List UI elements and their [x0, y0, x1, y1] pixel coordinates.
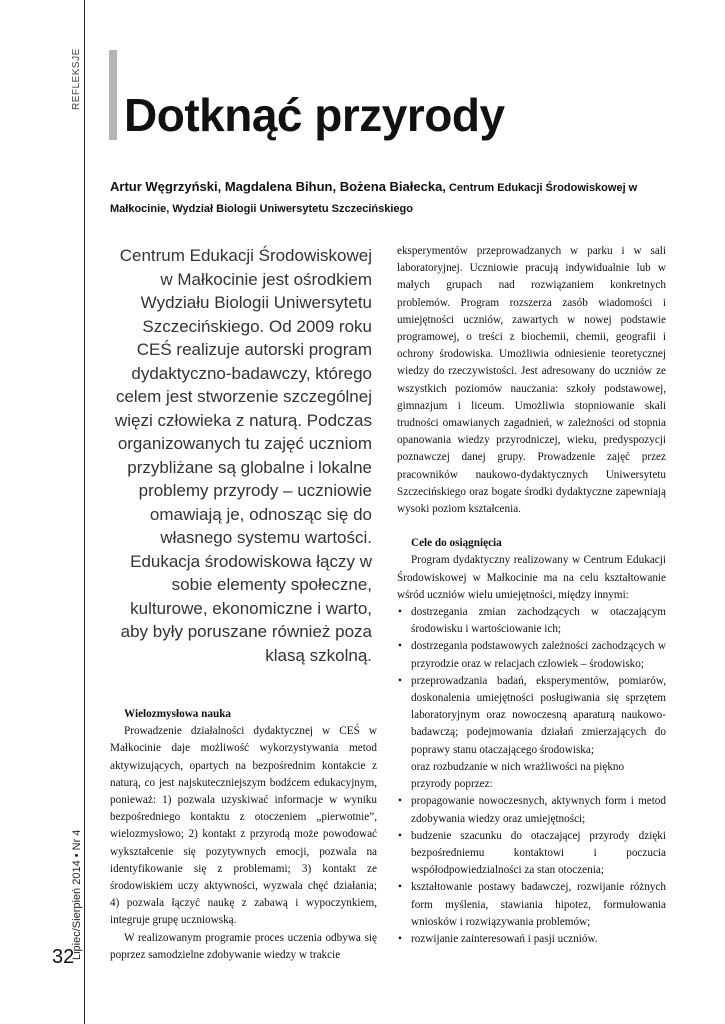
body-paragraph: Program dydaktyczny realizowany w Centrum Edukacji Środowiskowej w Małkocinie ma na celu kształtowanie wśród uczniów wielu umiejętności, między innymi:	[397, 554, 666, 601]
lead-paragraph: Centrum Edukacji Środowiskowej w Małkocinie jest ośrodkiem Wydziału Biologii Uniwersytetu Szczecińskiego. Od 2009 roku CEŚ realizuje autorski program dydaktyczno-badawczy, którego celem jest stworzenie szczególnej więzi człowieka z naturą. Podczas organizowanych tu zajęć uczniom przybliżane są globalne i lokalne problemy przyrody – uczniowie omawiają je, odnosząc się do własnego systemu wartości. Edukacja środowiskowa łączy w sobie elementy społeczne, kulturowe, ekonomiczne i warto, aby były poruszane również poza klasą szkolną.	[114, 246, 372, 665]
list-item: • kształtowanie postawy badawczej, rozwijanie różnych form myślenia, stawiania hipotez, formułowania wniosków i rozwiązywania problemów;	[397, 879, 666, 931]
list-item: • rozwijanie zainteresowań i pasji uczniów.	[397, 931, 666, 948]
goals-list	[397, 604, 666, 759]
section-heading-wielozmyslowa: Wielozmysłowa nauka	[124, 708, 232, 720]
page-number: 32	[52, 946, 75, 968]
list-item: • propagowanie nowoczesnych, aktywnych form i metod zdobywania wiedzy oraz umiejętności;	[397, 793, 666, 827]
body-paragraph: Prowadzenie działalności dydaktycznej w CEŚ w Małkocinie daje możliwość wykorzystywania metod aktywizujących, opartych na bezpośrednim kontakcie z naturą, co jest najskuteczniejszym bodźcem edukacyjnym, ponieważ: 1) pozwala uzyskiwać informacje w wyniku bezpośredniego kontaktu z otoczeniem „pierwotnie”, wielozmysłowo; 2) kontakt z przyrodą może powodować wykształcenie się pozytywnych emocji, pozwala na identyfikowanie się z problemami; 3) kontakt ze środowiskiem uczy aktywności, wyzwala chęć działania; 4) pozwala łączyć naukę z zabawą i wypoczynkiem, integruje grupę uczniowską.	[110, 725, 377, 927]
body-paragraph: oraz rozbudzanie w nich wrażliwości na piękno przyrody poprzez:	[411, 760, 625, 791]
author-affiliation: Centrum Edukacji Środowiskowej w Małkocinie, Wydział Biologii Uniwersytetu Szczecińskiego	[110, 182, 638, 215]
list-item: • przeprowadzania badań, eksperymentów, pomiarów, doskonalenia umiejętności posługiwania się sprzętem laboratoryjnym oraz nowoczesną aparaturą naukowo-badawczą; podejmowania działań zmierzających do poprawy stanu otaczającego środowiska;	[397, 673, 666, 759]
section-heading-cele: Cele do osiągnięcia	[411, 537, 502, 550]
issue-tag	[71, 790, 85, 960]
issue-tag-label: Lipiec/Sierpień 2014 • Nr 4	[71, 829, 83, 960]
article-title: Dotknąć przyrody	[124, 89, 505, 141]
author-names: Artur Węgrzyński, Magdalena Bihun, Bożena Białecka,	[110, 179, 446, 194]
left-column	[110, 706, 377, 964]
list-item: • budzenie szacunku do otaczającej przyrody dzięki bezpośredniemu kontaktowi i poczucia współodpowiedzialności za stan otoczenia;	[397, 828, 666, 880]
body-paragraph: eksperymentów przeprowadzanych w parku i w sali laboratoryjnej. Uczniowie pracują indywidualnie lub w małych grupach nad rozwiązaniem konkretnych problemów. Program rozszerza zasób wiadomości i umiejętności uczniów, zawartych w nowej podstawie programowej, o treści z biochemii, chemii, geografii i ochrony środowiska. Umożliwia odniesienie teoretycznej wiedzy do rzeczywistości. Jest adresowany do uczniów ze wszystkich poziomów nauczania: szkoły podstawowej, gimnazjum i liceum. Umożliwia stopniowanie skali trudności omawianych zagadnień, w zależności od stopnia opanowania wiedzy przyrodniczej, wieku, predyspozycji poznawczej danej grupy. Prowadzenie zajęć przez pracowników naukowo-dydaktycznych Uniwersytetu Szczecińskiego oraz bogate środki dydaktyczne zapewniają wysoki poziom kształcenia.	[397, 245, 666, 516]
goals-list-2	[397, 793, 666, 948]
section-tag-label: REFLEKSJE	[71, 48, 82, 110]
author-line	[110, 177, 670, 219]
section-tag	[71, 50, 85, 110]
body-paragraph: W realizowanym programie proces uczenia odbywa się poprzez samodzielne zdobywanie wiedzy w trakcie	[110, 931, 377, 961]
right-column	[397, 243, 666, 948]
list-item: • dostrzegania zmian zachodzących w otaczającym środowisku i wartościowanie ich;	[397, 604, 666, 638]
title-accent-bar	[109, 50, 117, 140]
list-item: • dostrzegania podstawowych zależności zachodzących w przyrodzie oraz w relacjach człowiek – środowisko;	[397, 638, 666, 672]
